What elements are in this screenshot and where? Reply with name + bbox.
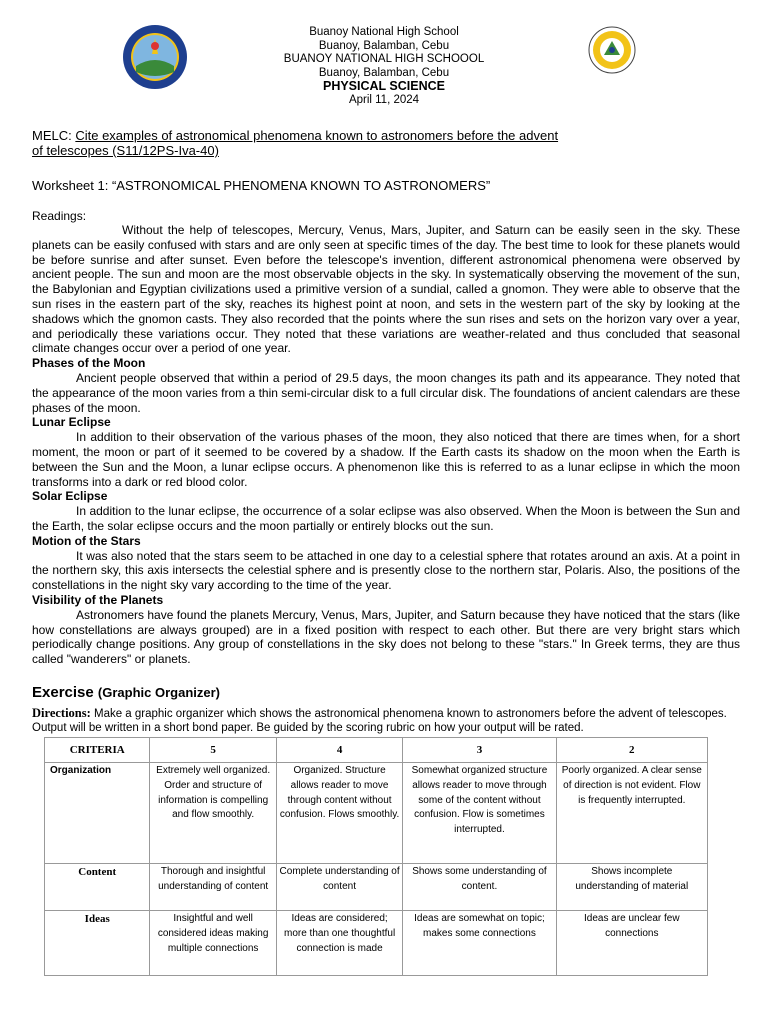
rubric-criteria-cell: Organization: [45, 763, 150, 864]
table-row: [45, 911, 708, 976]
rubric-cell: Extremely well organized. Order and structure of information is compelling and flow smoothly.: [150, 763, 276, 864]
exercise-directions: [32, 706, 740, 735]
rubric-cell: Insightful and well considered ideas making multiple connections: [150, 911, 276, 976]
worksheet-title: Worksheet 1: “ASTRONOMICAL PHENOMENA KNOWN TO ASTRONOMERS”: [32, 178, 491, 193]
rubric-header-row: [45, 738, 708, 763]
section-heading: Motion of the Stars: [32, 533, 141, 548]
exercise-label: Exercise: [32, 684, 94, 701]
directions-text: Make a graphic organizer which shows the astronomical phenomena known to astronomers before the advent of telescopes. Output will be written in a short bond paper. Be guided by the scoring rubric on how your output will be rated.: [32, 708, 727, 734]
rubric-cell: Poorly organized. A clear sense of direction is not evident. Flow is frequently interrupted.: [556, 763, 707, 864]
section-text: It was also noted that the stars seem to be attached in one day to a celestial sphere that rotates around an axis. At a point in the northern sky, this axis intersects the celestial sphere and is presently close to the northern star, Polaris. Also, the positions of the constellations in the night sky vary according to the time of the year.: [32, 548, 740, 593]
melc-prefix: MELC:: [32, 128, 76, 143]
exercise-subtitle: (Graphic Organizer): [97, 685, 220, 700]
rubric-cell: Ideas are unclear few connections: [556, 911, 707, 976]
rubric-cell: Ideas are somewhat on topic; makes some connections: [403, 911, 556, 976]
readings-intro: Without the help of telescopes, Mercury, Venus, Mars, Jupiter, and Saturn can be easily seen in the sky. These planets can be easily confused with stars and are only seen at specific times of the day. The best time to look for these planets would be before sunrise and after sunset. Even before the telescope's invention, different astronomical phenomena were observed by ancient people. The sun and moon are the most observable objects in the sky. In systematically observing the movement of the sun, the Babylonian and Egyptian civilizations used a primitive version of a sundial, called a gnomon. They were able to observe that the sun rises in the eastern part of the sky, reaches its highest point at noon, and sets in the western part of the sky by looking at the shadows which the gnomon casts. They also recorded that the points where the sun rises and sets on the horizon vary over a year, and periodically these variations occur. They noted that these variations are weather-related and thus concluded that seasonal climate changes occur over a period of one year.: [32, 223, 740, 356]
rubric-cell: Organized. Structure allows reader to move through content without confusion. Flows smoothly.: [276, 763, 402, 864]
rubric-cell: Ideas are considered; more than one thoughtful connection is made: [276, 911, 402, 976]
directions-label: Directions:: [32, 706, 91, 720]
school-address-2: Buanoy, Balamban, Cebu: [318, 66, 450, 79]
melc-text-line1: Cite examples of astronomical phenomena known to astronomers before the advent: [75, 128, 559, 143]
table-row: [45, 763, 708, 864]
school-name-caps: BUANOY NATIONAL HIGH SCHOOOL: [283, 53, 485, 65]
rubric-header-cell: 5: [150, 738, 276, 763]
rubric-cell: Complete understanding of content: [276, 864, 402, 911]
rubric-cell: Thorough and insightful understanding of content: [150, 864, 276, 911]
school-name: Buanoy National High School: [309, 26, 459, 38]
rubric-header-cell: 3: [403, 738, 556, 763]
section-text: In addition to the lunar eclipse, the occurrence of a solar eclipse was also observed. When the Moon is between the Sun and the Earth, the solar eclipse occurs and the moon partially or entirely blocks out the sun.: [32, 504, 740, 533]
melc-text-line2: of telescopes (S11/12PS-Iva-40): [32, 143, 219, 158]
rubric-criteria-cell: Content: [45, 864, 150, 911]
section-heading: Solar Eclipse: [32, 489, 108, 504]
rubric-cell: Shows some understanding of content.: [403, 864, 556, 911]
table-row: [45, 864, 708, 911]
section-text: In addition to their observation of the various phases of the moon, they also noticed that there are times when, for a short moment, the moon or part of it seemed to be covered by a shadow. If the Earth casts its shadow on the moon when the Earth is between the Sun and the Moon, a lunar eclipse occurs. A phenomenon like this is referred to as a lunar eclipse in which the moon transforms into a dark or red blood color.: [32, 430, 740, 489]
section-text: Ancient people observed that within a period of 29.5 days, the moon changes its path and its appearance. They noted that the appearance of the moon varies from a thin semi-circular disk to a full circular disk. The foundations of ancient calendars are these phases of the moon.: [32, 370, 740, 415]
readings-label: Readings:: [32, 209, 87, 223]
section-heading: Visibility of the Planets: [32, 592, 164, 607]
exercise-title: [32, 684, 220, 701]
section-heading: Lunar Eclipse: [32, 415, 111, 430]
scoring-rubric-table: [44, 737, 708, 976]
rubric-cell: Somewhat organized structure allows reader to move through some of the content without confusion. Flow is sometimes interrupted.: [403, 763, 556, 864]
rubric-criteria-cell: Ideas: [45, 911, 150, 976]
school-address: Buanoy, Balamban, Cebu: [318, 39, 450, 52]
readings-body: [32, 223, 740, 667]
section-heading: Phases of the Moon: [32, 356, 146, 371]
subject-title: PHYSICAL SCIENCE: [322, 79, 445, 93]
rubric-header-cell: 4: [276, 738, 402, 763]
rubric-header-cell: CRITERIA: [45, 738, 150, 763]
document-header: [0, 26, 768, 107]
section-text: Astronomers have found the planets Mercury, Venus, Mars, Jupiter, and Saturn because they have noticed that the stars (like how constellations are always grouped) are in a fixed position with respect to each other. But there are very bright stars which periodically change positions. Any group of constellations in the sky does not belong to these "stars." In Greek terms, they are thus called "wanderers" or planets.: [32, 607, 740, 667]
document-date: April 11, 2024: [348, 93, 420, 106]
rubric-cell: Shows incomplete understanding of material: [556, 864, 707, 911]
melc-statement: [32, 128, 632, 158]
rubric-header-cell: 2: [556, 738, 707, 763]
